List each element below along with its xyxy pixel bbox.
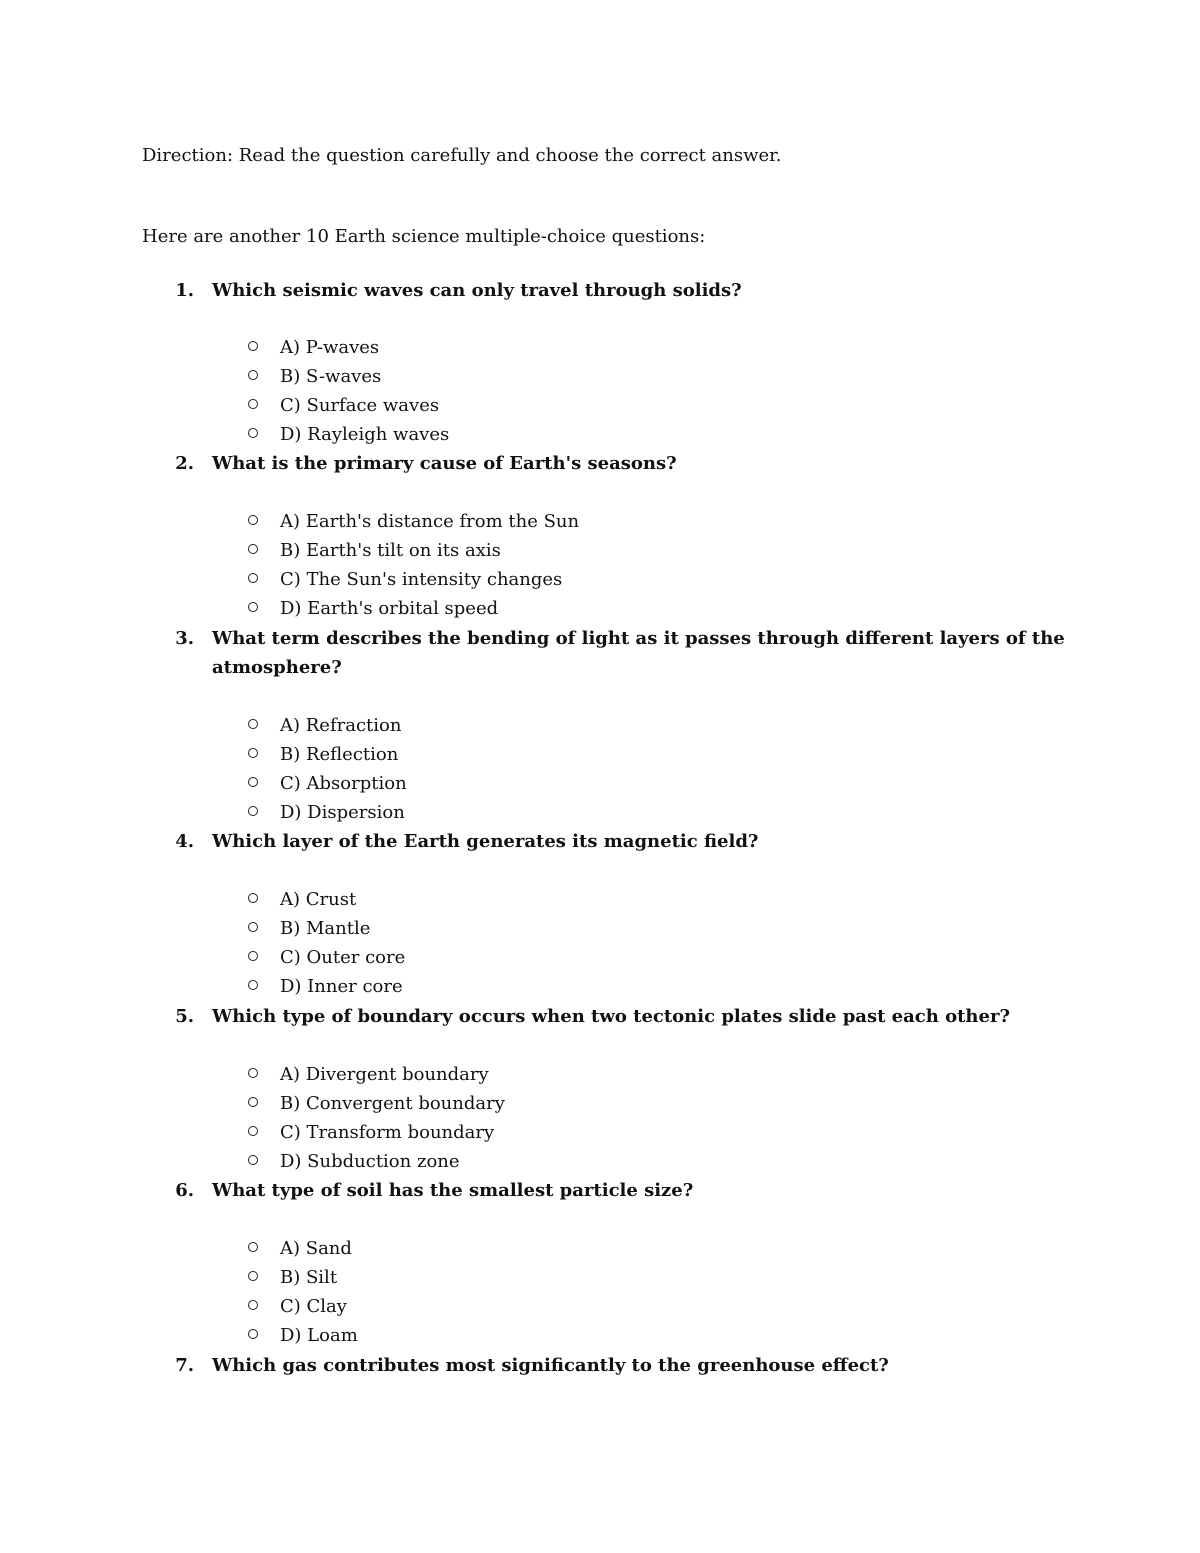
answer-option: D) Rayleigh waves [248,423,449,447]
circle-bullet-icon [248,370,258,380]
answer-option: A) Divergent boundary [248,1063,489,1087]
answer-option: B) Mantle [248,917,370,941]
answer-option: D) Subduction zone [248,1150,460,1174]
answer-option: C) Clay [248,1295,347,1319]
answer-option: C) Transform boundary [248,1121,494,1145]
circle-bullet-icon [248,428,258,438]
circle-bullet-icon [248,980,258,990]
circle-bullet-icon [248,806,258,816]
circle-bullet-icon [248,777,258,787]
answer-option: D) Inner core [248,975,403,999]
answer-option: A) Crust [248,888,356,912]
question-number: 4. [175,831,194,852]
circle-bullet-icon [248,1271,258,1281]
intro-text: Here are another 10 Earth science multiple-choice questions: [142,226,706,247]
circle-bullet-icon [248,719,258,729]
circle-bullet-icon [248,1068,258,1078]
question-text: What type of soil has the smallest particle size? [212,1180,694,1201]
circle-bullet-icon [248,748,258,758]
answer-option: A) P-waves [248,336,379,360]
circle-bullet-icon [248,1300,258,1310]
circle-bullet-icon [248,1329,258,1339]
answer-option: B) Earth's tilt on its axis [248,539,501,563]
answer-option: A) Earth's distance from the Sun [248,510,579,534]
answer-option: B) Silt [248,1266,337,1290]
circle-bullet-icon [248,341,258,351]
question-number: 2. [175,453,194,474]
answer-option: B) Reflection [248,743,398,767]
answer-option: D) Loam [248,1324,358,1348]
circle-bullet-icon [248,1242,258,1252]
question-number: 7. [175,1355,194,1376]
question-text: What term describes the bending of light as it passes through different layers of the atmosphere? [212,628,1065,678]
circle-bullet-icon [248,1097,258,1107]
circle-bullet-icon [248,1155,258,1165]
answer-option: B) Convergent boundary [248,1092,505,1116]
question-text: Which type of boundary occurs when two tectonic plates slide past each other? [212,1006,1010,1027]
question-number: 6. [175,1180,194,1201]
answer-option: D) Dispersion [248,801,405,825]
question-number: 1. [175,280,194,301]
answer-option: C) Outer core [248,946,405,970]
answer-option: D) Earth's orbital speed [248,597,498,621]
question-number: 5. [175,1006,194,1027]
question-text: Which seismic waves can only travel through solids? [212,280,742,301]
circle-bullet-icon [248,399,258,409]
circle-bullet-icon [248,893,258,903]
answer-option: C) The Sun's intensity changes [248,568,562,592]
question-text: Which layer of the Earth generates its magnetic field? [212,831,759,852]
question-number: 3. [175,628,194,649]
question-text: What is the primary cause of Earth's seasons? [212,453,677,474]
answer-option: C) Surface waves [248,394,439,418]
answer-option: C) Absorption [248,772,407,796]
answer-option: B) S-waves [248,365,381,389]
circle-bullet-icon [248,951,258,961]
circle-bullet-icon [248,515,258,525]
direction-text: Direction: Read the question carefully and choose the correct answer. [142,145,782,166]
circle-bullet-icon [248,922,258,932]
circle-bullet-icon [248,573,258,583]
circle-bullet-icon [248,544,258,554]
answer-option: A) Refraction [248,714,401,738]
answer-option: A) Sand [248,1237,352,1261]
question-text: Which gas contributes most significantly to the greenhouse effect? [212,1355,889,1376]
circle-bullet-icon [248,1126,258,1136]
circle-bullet-icon [248,602,258,612]
